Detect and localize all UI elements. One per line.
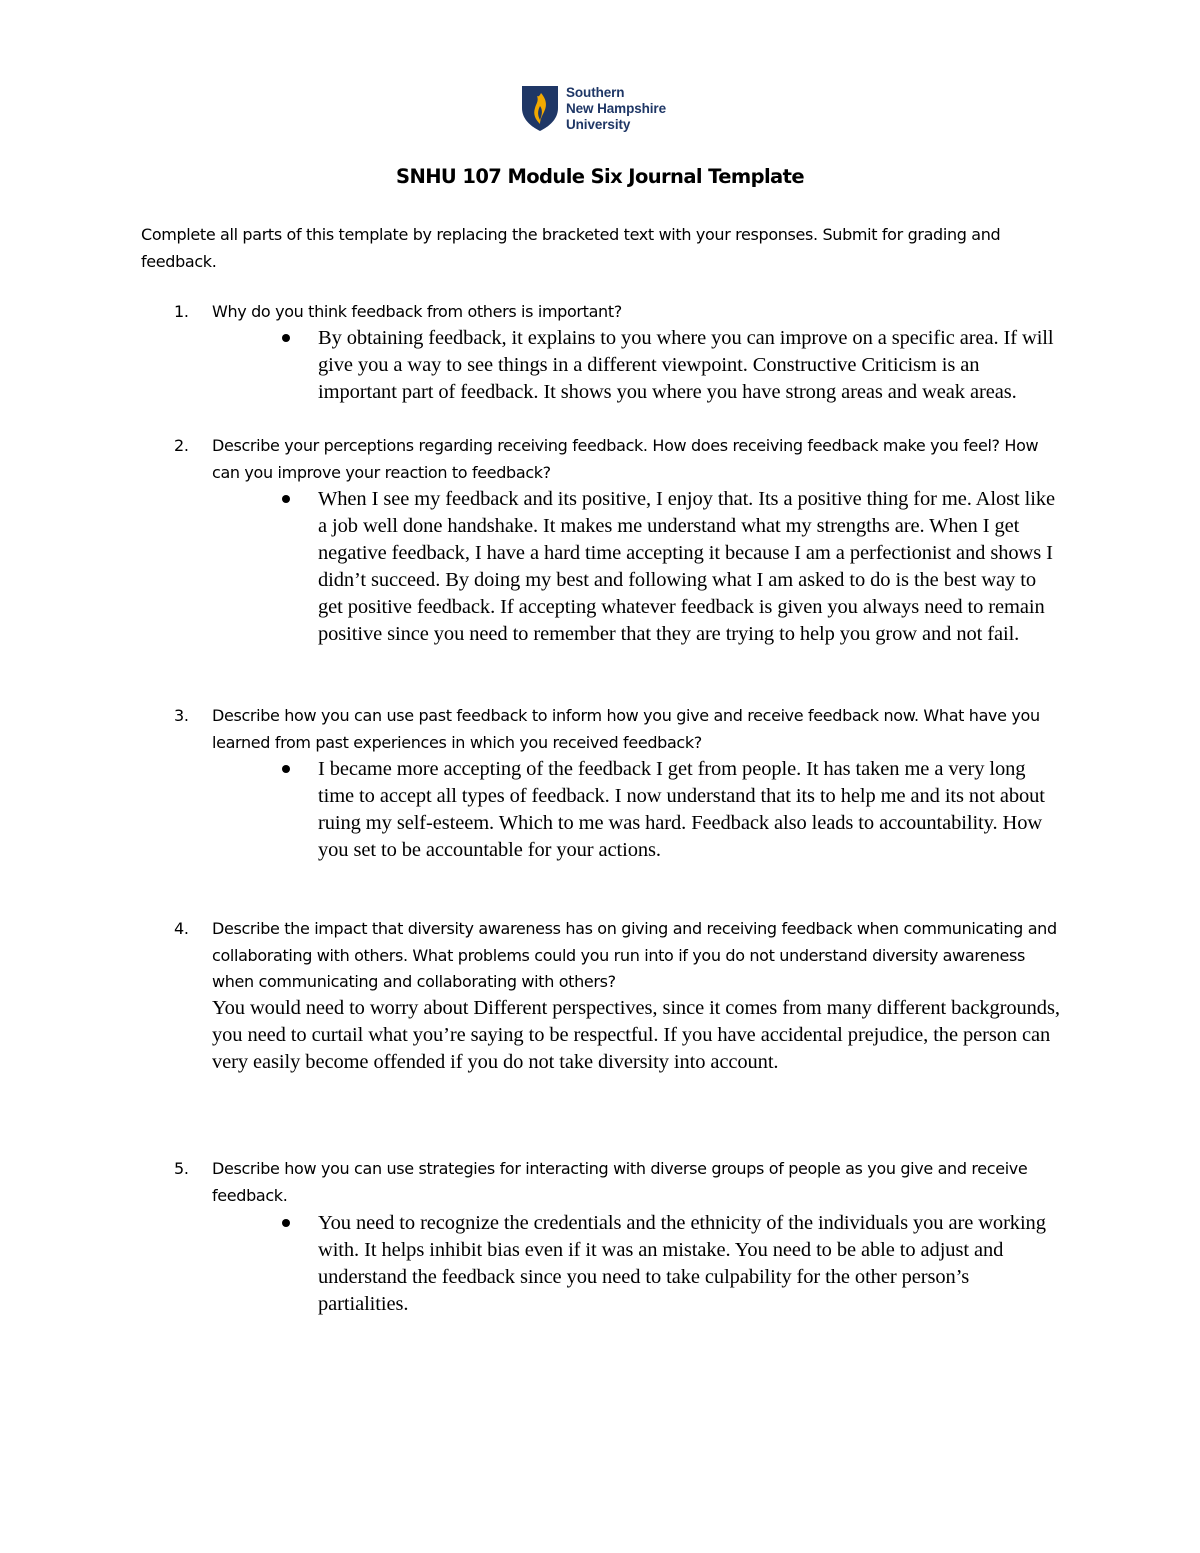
instructions-paragraph: Complete all parts of this template by replacing the bracketed text with your responses. Submit for grading and feedback. — [141, 225, 1001, 271]
question-3 — [174, 703, 1064, 756]
answer-3 — [318, 756, 1063, 864]
question-2 — [174, 433, 1064, 486]
question-4 — [174, 916, 1064, 996]
logo-line-2: New Hampshire — [566, 101, 666, 116]
question-number: 5. — [174, 1159, 189, 1178]
logo-line-3: University — [566, 117, 631, 132]
bullet-icon — [282, 495, 290, 503]
question-number: 3. — [174, 706, 189, 725]
question-text: Describe your perceptions regarding receiving feedback. How does receiving feedback make you feel? How can you improve your reaction to feedback? — [212, 436, 1039, 482]
logo-line-1: Southern — [566, 85, 625, 100]
answer-4: You would need to worry about Different perspectives, since it comes from many different backgrounds, you need to curtail what you’re saying to be respectful. If you have accidental prejudice, the person can very easily become offended if you do not take diversity into account. — [212, 997, 1060, 1073]
question-text: Describe how you can use strategies for interacting with diverse groups of people as you give and receive feedback. — [212, 1159, 1028, 1205]
bullet-icon — [282, 334, 290, 342]
question-text: Describe how you can use past feedback to inform how you give and receive feedback now. What have you learned from past experiences in which you received feedback? — [212, 706, 1040, 752]
bullet-icon — [282, 1219, 290, 1227]
answer-2 — [318, 486, 1063, 648]
answer-5 — [318, 1210, 1063, 1318]
logo-wordmark — [566, 85, 666, 133]
question-number: 4. — [174, 919, 189, 938]
question-1 — [174, 299, 1064, 326]
answer-text: I became more accepting of the feedback I get from people. It has taken me a very long time to accept all types of feedback. I now understand that its to help me and its not about ruing my self-esteem. Which to me was hard. Feedback also leads to accountability. How you set to be accountable for your actions. — [318, 758, 1045, 861]
answer-text: You need to recognize the credentials and the ethnicity of the individuals you are working with. It helps inhibit bias even if it was an mistake. You need to be able to adjust and understand the feedback since you need to take culpability for the other person’s partialities. — [318, 1212, 1046, 1315]
answer-text: By obtaining feedback, it explains to you where you can improve on a specific area. If will give you a way to see things in a different viewpoint. Constructive Criticism is an important part of feedback. It shows you where you have strong areas and weak areas. — [318, 327, 1054, 403]
question-5 — [174, 1156, 1064, 1209]
shield-flame-icon — [520, 84, 560, 132]
university-logo — [520, 84, 666, 133]
document-title: SNHU 107 Module Six Journal Template — [396, 165, 804, 188]
bullet-icon — [282, 765, 290, 773]
question-text: Describe the impact that diversity awareness has on giving and receiving feedback when communicating and collaborating with others. What problems could you run into if you do not understand diversity awareness when communicating and collaborating with others? — [212, 919, 1057, 991]
answer-text: When I see my feedback and its positive, I enjoy that. Its a positive thing for me. Alost like a job well done handshake. It makes me understand what my strengths are. When I get negative feedback, I have a hard time accepting it because I am a perfectionist and shows I didn’t succeed. By doing my best and following what I am asked to do is the best way to get positive feedback. If accepting whatever feedback is given you always need to remain positive since you need to remember that they are trying to help you grow and not fail. — [318, 488, 1055, 645]
question-number: 2. — [174, 436, 189, 455]
question-text: Why do you think feedback from others is important? — [212, 302, 622, 321]
answer-1 — [318, 325, 1063, 406]
question-number: 1. — [174, 302, 189, 321]
